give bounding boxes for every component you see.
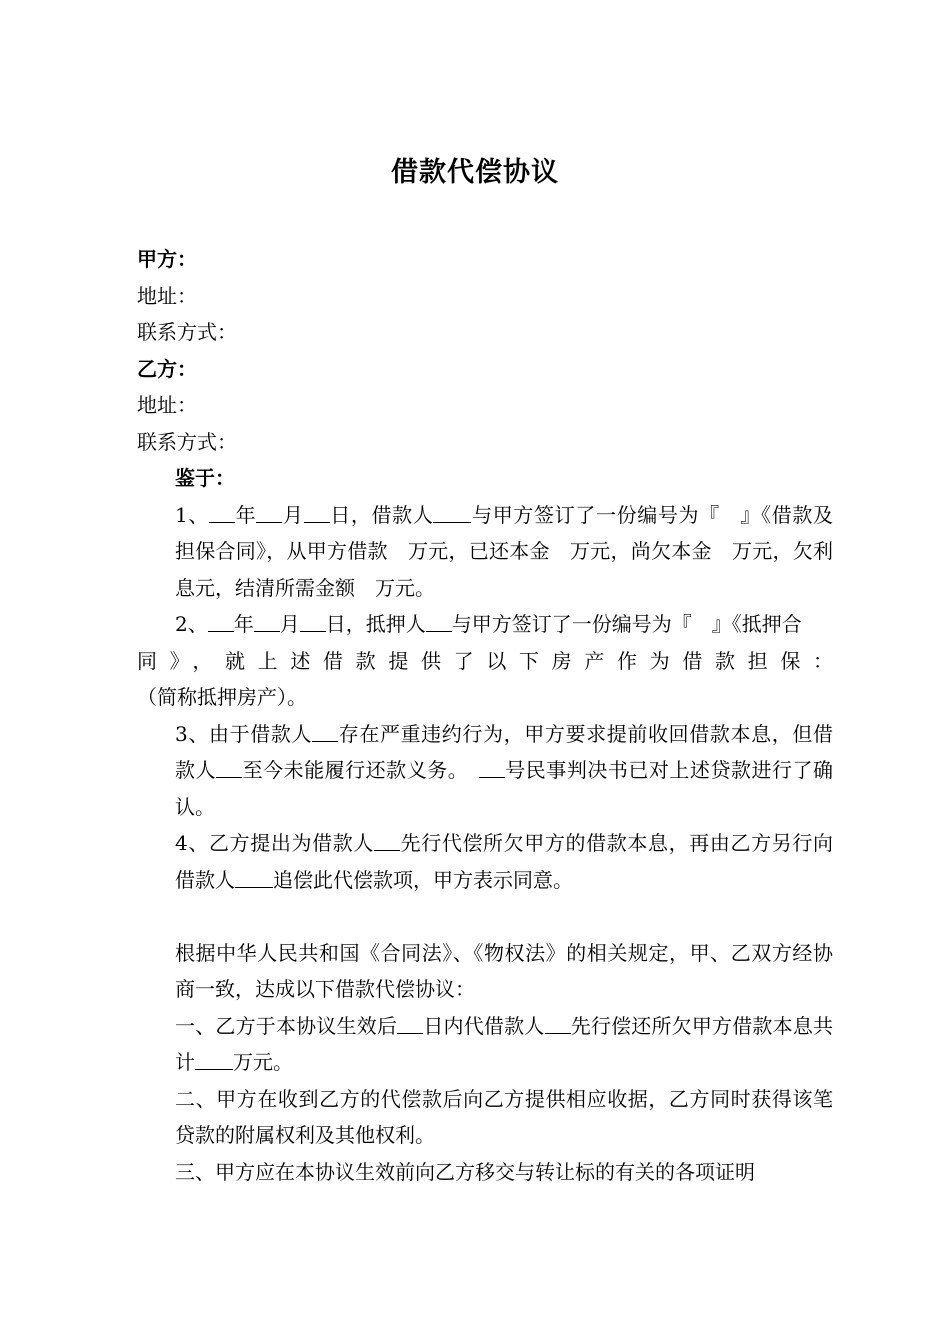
party-b-address: 地址： bbox=[137, 393, 197, 417]
blank-borrower bbox=[312, 720, 338, 742]
blank-borrower bbox=[545, 1012, 571, 1034]
blank-year bbox=[208, 610, 234, 632]
legal-basis: 根据中华人民共和国《合同法》、《物权法》的相关规定，甲、乙双方经协商一致，达成以下借款代偿协议： bbox=[175, 940, 833, 1001]
blank-year bbox=[209, 501, 235, 523]
blank-borrower bbox=[235, 866, 273, 888]
document-body bbox=[137, 241, 833, 1190]
whereas-item-1: 1、 年 月 日，借款人 与甲方签订了一份编号为『 』《借款及担保合同》，从甲方借款 万元，已还本金 万元，尚欠本金 万元，欠利息元，结清所需金额 万元。 bbox=[175, 502, 834, 600]
blank-day bbox=[300, 610, 326, 632]
blank-borrower bbox=[216, 756, 242, 778]
blank-days bbox=[397, 1012, 423, 1034]
blank-day bbox=[304, 501, 330, 523]
blank-line bbox=[137, 898, 833, 935]
blank-mortgagor bbox=[426, 610, 452, 632]
party-b-contact: 联系方式： bbox=[137, 429, 237, 454]
party-b-label: 乙方： bbox=[137, 356, 197, 381]
whereas-item-4: 4、乙方提出为借款人 先行代偿所欠甲方的借款本息，再由乙方另行向借款人 追偿此代偿款项，甲方表示同意。 bbox=[175, 831, 834, 892]
whereas-heading: 鉴于： bbox=[175, 466, 235, 490]
blank-month bbox=[256, 501, 282, 523]
whereas-item-2: 2、 年 月 日，抵押人 与甲方签订了一份编号为『 』《抵押合 bbox=[175, 612, 802, 636]
blank-borrower bbox=[374, 829, 400, 851]
document-title: 借款代偿协议 bbox=[391, 157, 559, 188]
clause-3: 三、甲方应在本协议生效前向乙方移交与转让标的有关的各项证明 bbox=[175, 1159, 755, 1184]
blank-case-number bbox=[479, 756, 505, 778]
whereas-item-2-line-2: 同》，就上述借款提供了以下房产作为借款担保： bbox=[137, 648, 833, 673]
blank-borrower bbox=[433, 501, 471, 523]
party-a-address: 地址： bbox=[137, 283, 197, 308]
whereas-item-3: 3、由于借款人 存在严重违约行为，甲方要求提前收回借款本息，但借款人 至今未能履行还款义务。 号民事判决书已对上述贷款进行了确认。 bbox=[175, 721, 834, 819]
party-a-contact: 联系方式： bbox=[137, 320, 237, 344]
whereas-item-2-line-3: （简称抵押房产）。 bbox=[137, 685, 307, 709]
party-a-label: 甲方： bbox=[137, 247, 197, 271]
clause-1: 一、乙方于本协议生效后 日内代借款人 先行偿还所欠甲方借款本息共计 万元。 bbox=[175, 1013, 834, 1074]
clause-2: 二、甲方在收到乙方的代偿款后向乙方提供相应收据，乙方同时获得该笔贷款的附属权利及其他权利。 bbox=[175, 1086, 833, 1147]
blank-amount bbox=[195, 1048, 233, 1070]
blank-month bbox=[254, 610, 280, 632]
